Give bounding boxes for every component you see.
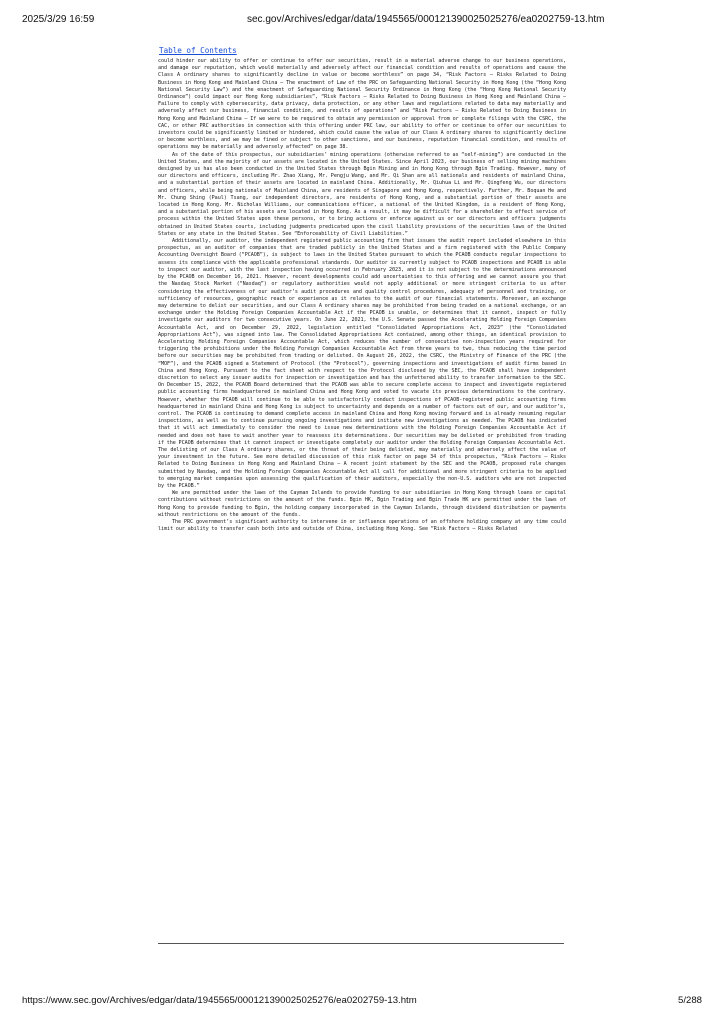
paragraph-risk-factors-continued: could hinder our ability to offer or continue to offer our securities, result in a material adverse change to our business operations, and damage our reputation, which would materially and adversely affect our financial condition and results of operations and cause the Class A ordinary shares to significantly decline in value or become worthless” on page 34, “Risk Factors — Risks Related to Doing Business in Hong Kong and Mainland China — The enactment of Law of the PRC on Safeguarding National Security in Hong Kong (the “Hong Kong National Security Law”) and the enactment of Safeguarding National Security Ordinance in Hong Kong (the “Hong Kong National Security Ordinance”) could impact our Hong Kong subsidiaries”, “Risk Factors — Risks Related to Doing Business in Hong Kong and Mainland China — Failure to comply with cybersecurity, data privacy, data protection, or any other laws and regulations related to data may materially and adversely affect our business, financial condition, and results of operations” and “Risk Factors — Risks Related to Doing Business in Hong Kong and Mainland China — If we were to be required to obtain any permission or approval from or complete filings with the CSRC, the CAC, or other PRC authorities in connection with this offering under PRC law, our ability to offer or continue to offer our securities to investors could be significantly limited or hindered, which could cause the value of our Class A ordinary shares to significantly decline or become worthless, and we may be fined or subject to other sanctions, and our business, reputation financial condition, and results of operations may be materially and adversely affected” on page 38. — [158, 58, 566, 151]
print-datetime: 2025/3/29 16:59 — [22, 14, 95, 25]
print-header — [22, 14, 702, 28]
footer-url: https://www.sec.gov/Archives/edgar/data/1945565/000121390025025276/ea0202759-13.htm — [22, 995, 417, 1006]
page-divider — [158, 943, 564, 944]
print-url: sec.gov/Archives/edgar/data/1945565/000121390025025276/ea0202759-13.htm — [247, 14, 605, 25]
paragraph-funding: We are permitted under the laws of the Cayman Islands to provide funding to our subsidiaries in Hong Kong through loans or capital contributions without restrictions on the amount of the funds. Bgin HK, Bgin Trading and Bgin Trade HK are permitted under the laws of Hong Kong to provide funding to Bgin, the holding company incorporated in the Cayman Islands, through dividend distribution or payments without restrictions on the amount of the funds. — [158, 490, 566, 518]
document-page — [158, 38, 566, 958]
paragraph-operations-location: As of the date of this prospectus, our subsidiaries’ mining operations (otherwise referred to as “self-mining”) are conducted in the United States, and the majority of our assets are located in the United States. Since April 2023, our business of selling mining machines designed by us has also been conducted in the United States through Bgin Mining and in Hong Kong through Bgin Trading. However, many of our directors and officers, including Mr. Zhao Xiang, Mr. Pengju Wang, and Mr. Qi Shan are all nationals and residents of mainland China, and a substantial portion of their assets are located in mainland China. Additionally, Mr. Qiuhua Li and Mr. Qingfeng Wu, our directors and officers, while being nationals of Mainland China, are residents of Singapore and Hong Kong, respectively. Further, Mr. Boquan He and Mr. Chung Shing (Paul) Tsang, our independent directors, are residents of Hong Kong, and a substantial portion of their assets are located in Hong Kong. Mr. Nicholas Williams, our communications officer, a national of the United Kingdom, is a resident of Hong Kong, and a substantial portion of his assets are located in Hong Kong. As a result, it may be difficult for a shareholder to effect service of process within the United States upon these persons, or to bring actions or enforce against us or our directors and officers judgments obtained in United States courts, including judgments predicated upon the civil liability provisions of the securities laws of the United States or any state in the United States. See “Enforceability of Civil Liabilities.” — [158, 151, 566, 237]
table-of-contents-link[interactable]: Table of Contents — [159, 46, 237, 55]
print-footer — [22, 995, 702, 1009]
paragraph-auditor-pcaob: Additionally, our auditor, the independent registered public accounting firm that issues the audit report included elsewhere in this prospectus, as an auditor of companies that are traded publicly in the United States and a firm registered with the Public Company Accounting Oversight Board (“PCAOB”), is subject to laws in the United States pursuant to which the PCAOB conducts regular inspections to assess its compliance with the applicable professional standards. Our auditor is currently subject to PCAOB inspections and PCAOB is able to inspect our auditor, with the last inspection having occurred in February 2023, and it is not subject to the determinations announced by the PCAOB on December 16, 2021. However, recent developments could add uncertainties to this offering and we cannot assure you that the Nasdaq Stock Market (“Nasdaq”) or regulatory authorities would not apply additional or more stringent criteria to us after considering the effectiveness of our auditor’s audit procedures and quality control procedures, adequacy of personnel and training, or sufficiency of resources, geographic reach or experience as it relates to the audit of our financial statements. Moreover, an exchange may determine to delist our securities, and our Class A ordinary shares may be prohibited from being traded on a national exchange, or an exchange under the Holding Foreign Companies Accountable Act if the PCAOB is unable, or determines that it cannot, inspect or fully investigate our auditors for two consecutive years. On June 22, 2021, the U.S. Senate passed the Accelerating Holding Foreign Companies Accountable Act, and on December 29, 2022, legislation entitled “Consolidated Appropriations Act, 2023” (the “Consolidated Appropriations Act”), was signed into law. The Consolidated Appropriations Act contained, among other things, an identical provision to Accelerating Holding Foreign Companies Accountable Act, which reduces the number of consecutive non-inspection years required for triggering the prohibitions under the Holding Foreign Companies Accountable Act from three years to two, thus reducing the time period before our securities may be prohibited from trading or delisted. On August 26, 2022, the CSRC, the Ministry of Finance of the PRC (the “MOF”), and the PCAOB signed a Statement of Protocol (the “Protocol”), governing inspections and investigations of audit firms based in China and Hong Kong. Pursuant to the fact sheet with respect to the Protocol disclosed by the SEC, the PCAOB shall have independent discretion to select any issuer audits for inspection or investigation and has the unfettered ability to transfer information to the SEC. On December 15, 2022, the PCAOB Board determined that the PCAOB was able to secure complete access to inspect and investigate registered public accounting firms headquartered in mainland China and Hong Kong and voted to vacate its previous determinations to the contrary. However, whether the PCAOB will continue to be able to satisfactorily conduct inspections of PCAOB-registered public accounting firms headquartered in mainland China and Hong Kong is subject to uncertainty and depends on a number of factors out of our, and our auditor’s, control. The PCAOB is continuing to demand complete access in mainland China and Hong Kong moving forward and is already resuming regular inspections, as well as to continue pursuing ongoing investigations and initiate new investigations as needed. The PCAOB has indicated that it will act immediately to consider the need to issue new determinations with the Holding Foreign Companies Accountable Act if needed and does not have to wait another year to reassess its determinations. Our securities may be delisted or prohibited from trading if the PCAOB determines that it cannot inspect or investigate completely our auditor under the Holding Foreign Companies Accountable Act. The delisting of our Class A ordinary shares, or the threat of their being delisted, may materially and adversely affect the value of your investment in the future. See more detailed discussion of this risk factor on page 34 of this prospectus, “Risk Factors — Risks Related to Doing Business in Hong Kong and Mainland China — A recent joint statement by the SEC and the PCAOB, proposed rule changes submitted by Nasdaq, and the Holding Foreign Companies Accountable Act all call for additional and more stringent criteria to be applied to emerging market companies upon assessing the qualification of their auditors, especially the non-U.S. auditors who are not inspected by the PCAOB.” — [158, 238, 566, 489]
paragraph-prc-authority: The PRC government’s significant authority to intervene in or influence operations of an offshore holding company at any time could limit our ability to transfer cash both into and outside of China, including Hong Kong. See “Risk Factors — Risks Related — [158, 519, 566, 533]
page-number: 5/288 — [677, 995, 702, 1006]
